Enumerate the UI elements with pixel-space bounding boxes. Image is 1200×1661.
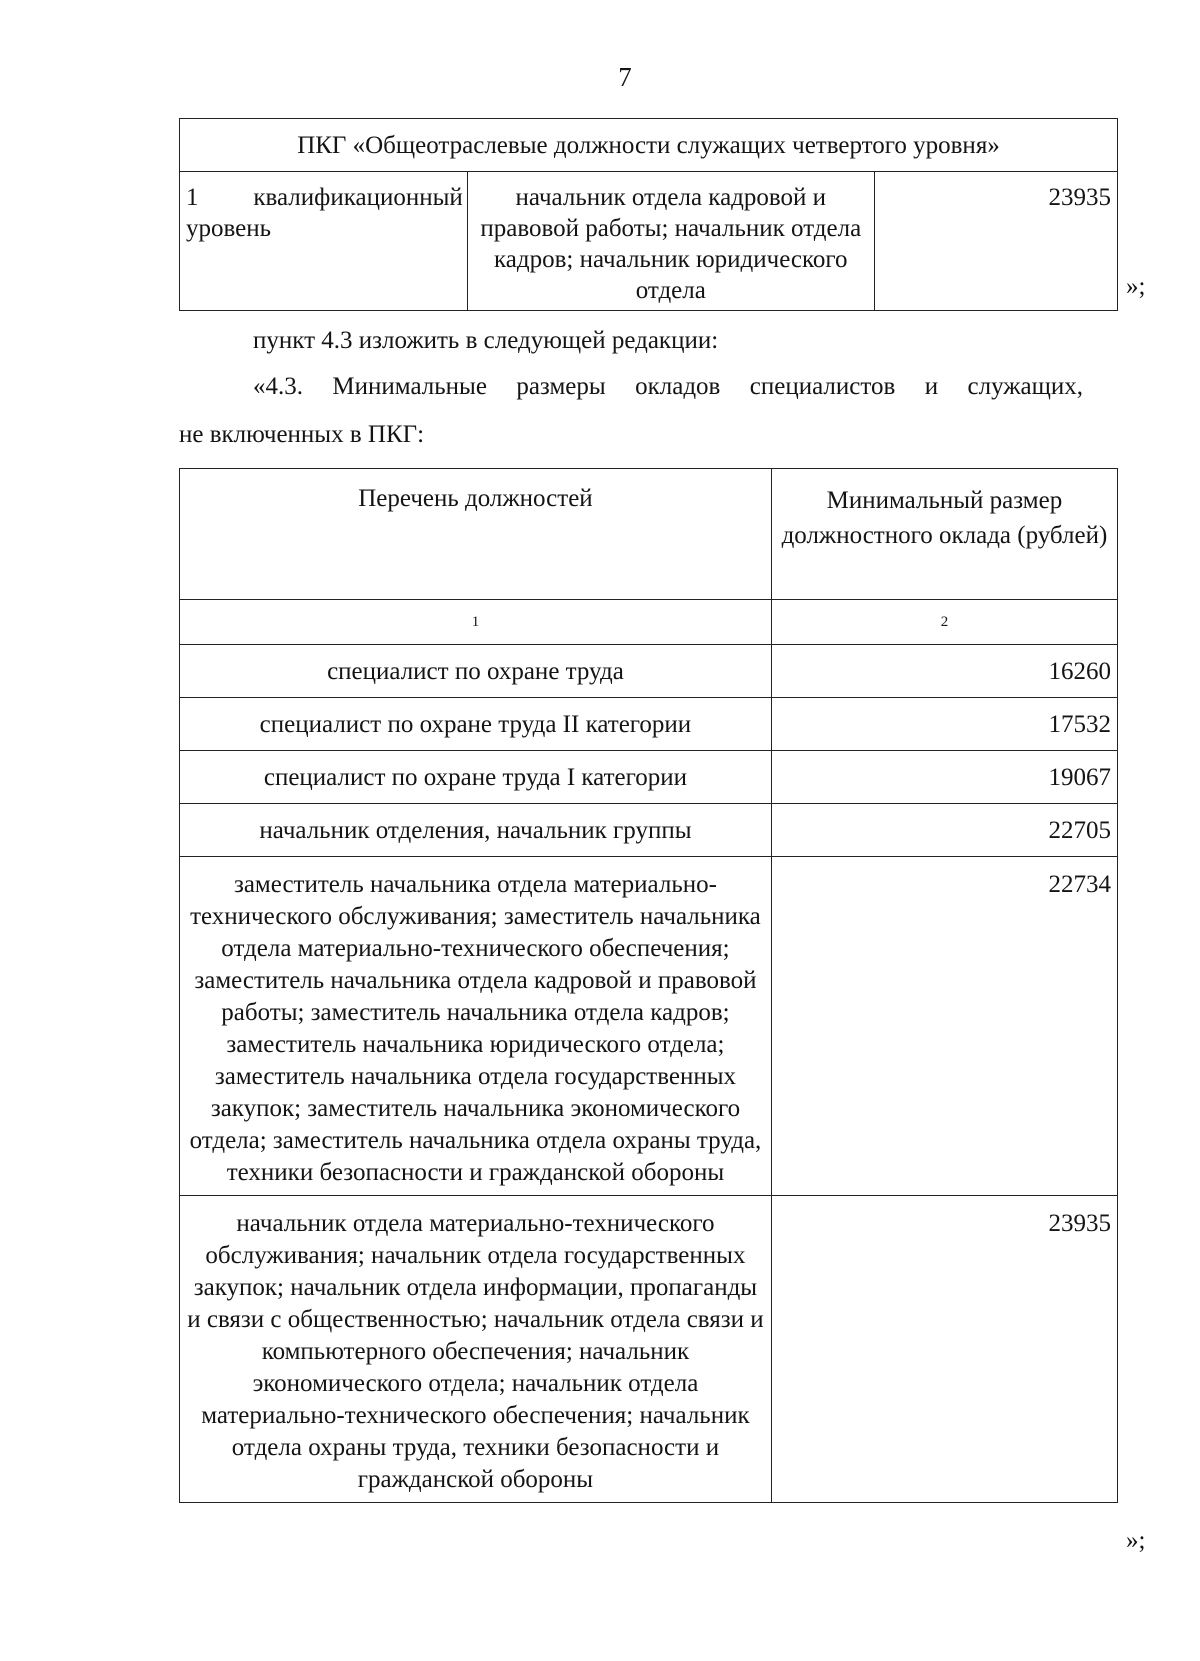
paragraph-amend-4-3: пункт 4.3 изложить в следующей редакции: [253, 327, 719, 354]
level-number: 1 [186, 184, 199, 211]
column-number-2: 2 [771, 600, 1117, 645]
column-number-1: 1 [180, 600, 772, 645]
salary-value: 23935 [771, 1196, 1117, 1503]
paragraph-4-3-continuation: не включенных в ПКГ: [179, 421, 425, 448]
table-row [180, 857, 1118, 1196]
position-name: специалист по охране труда [180, 645, 772, 698]
table-row [180, 1196, 1118, 1503]
position-name: специалист по охране труда I категории [180, 751, 772, 804]
page-number: 7 [618, 62, 632, 92]
table2-closing-quote: »; [1126, 1527, 1146, 1554]
table-row [180, 172, 1118, 311]
qualification-level-cell [180, 172, 468, 311]
level-word: квалификационный [253, 184, 463, 211]
paragraph-4-3-title: «4.3. Минимальные размеры окладов специалистов и служащих, [253, 373, 1083, 400]
salary-value: 17532 [771, 698, 1117, 751]
position-name: заместитель начальника отдела материально-технического обслуживания; заместитель начальника отдела материально-технического обеспечения; заместитель начальника отдела кадровой и правовой работы; заместитель начальника отдела кадров; заместитель начальника юридического отдела; заместитель начальника отдела государственных закупок; заместитель начальника экономического отдела; заместитель начальника отдела охраны труда, техники безопасности и гражданской обороны [180, 857, 772, 1196]
salary-value: 16260 [771, 645, 1117, 698]
table-row [180, 645, 1118, 698]
specialists-salary-table [179, 468, 1118, 1503]
salary-value: 22705 [771, 804, 1117, 857]
table1-closing-quote: »; [1126, 273, 1146, 300]
position-name: специалист по охране труда II категории [180, 698, 772, 751]
table-row [180, 751, 1118, 804]
level-rest: уровень [186, 215, 272, 242]
position-name: начальник отдела материально-технического обслуживания; начальник отдела государственных закупок; начальник отдела информации, пропаганды и связи с общественностью; начальник отдела связи и компьютерного обеспечения; начальник экономического отдела; начальник отдела материально-технического обеспечения; начальник отдела охраны труда, техники безопасности и гражданской обороны [180, 1196, 772, 1503]
positions-cell: начальник отдела кадровой и правовой работы; начальник отдела кадров; начальник юридического отдела [467, 172, 874, 311]
salary-value: 22734 [771, 857, 1117, 1196]
pkg-fourth-level-table [179, 118, 1118, 311]
positions-column-header: Перечень должностей [180, 469, 772, 600]
table-row [180, 804, 1118, 857]
salary-column-header: Минимальный размер должностного оклада (рублей) [771, 469, 1117, 600]
position-name: начальник отделения, начальник группы [180, 804, 772, 857]
table1-header: ПКГ «Общеотраслевые должности служащих четвертого уровня» [180, 119, 1118, 172]
salary-value: 19067 [771, 751, 1117, 804]
salary-cell: 23935 [874, 172, 1117, 311]
table-row [180, 698, 1118, 751]
